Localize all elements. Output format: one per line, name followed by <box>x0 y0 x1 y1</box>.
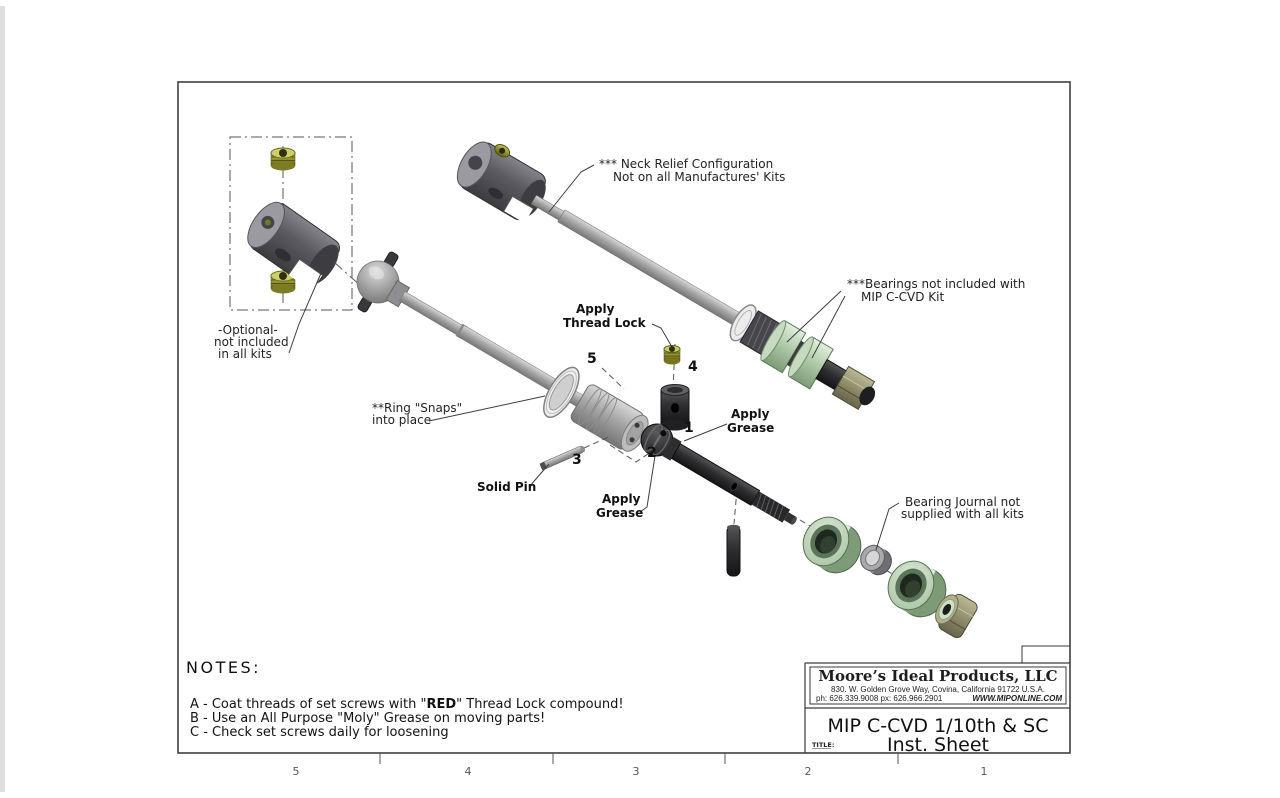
callout-ring-snaps-line2: into place <box>372 413 432 427</box>
company-name: Moore’s Ideal Products, LLC <box>818 667 1058 685</box>
rear-bearing-stack <box>794 509 979 640</box>
roll-pin-illustration <box>727 525 740 576</box>
callout-grease-right-line2: Grease <box>727 421 775 435</box>
company-address: 830. W. Golden Grove Way, Covina, California 91722 U.S.A. <box>831 685 1045 694</box>
ruler-number-2: 2 <box>804 765 812 778</box>
part-label-2: 2 <box>647 445 657 461</box>
note-b: B - Use an All Purpose "Moly" Grease on moving parts! <box>190 711 546 726</box>
part-label-4: 4 <box>688 359 698 375</box>
notes-block <box>186 658 624 740</box>
part-label-5: 5 <box>587 351 597 367</box>
callout-optional-line3: in all kits <box>218 347 272 361</box>
ruler-number-5: 5 <box>292 765 300 778</box>
sheet-title-line2: Inst. Sheet <box>886 734 990 756</box>
company-phone: ph: 626.339.9008 px: 626.966.2901 <box>816 694 943 703</box>
note-a: A - Coat threads of set screws with "RED" Thread Lock compound! <box>190 697 624 712</box>
callout-bearings-line2: MIP C-CVD Kit <box>861 290 945 304</box>
callout-journal-line2: supplied with all kits <box>901 507 1024 521</box>
part-label-1: 1 <box>684 420 694 436</box>
set-screw-top-illustration <box>271 148 295 171</box>
ruler-ticks <box>380 753 898 764</box>
company-website: WWW.MIPONLINE.COM <box>972 694 1062 703</box>
sheet-title-line1: MIP C-CVD 1/10th & SC <box>827 715 1049 737</box>
notes-heading: NOTES: <box>186 658 261 677</box>
bearing-journal-illustration <box>856 541 896 579</box>
callout-optional-line1: -Optional- <box>218 323 278 337</box>
callout-thread-lock-line2: Thread Lock <box>563 316 646 330</box>
middle-driveshaft-illustration <box>343 243 660 467</box>
callout-optional-line2: not included <box>214 335 289 349</box>
ruler-number-4: 4 <box>464 765 472 778</box>
scan-edge-artifact <box>0 6 5 792</box>
callout-thread-lock-line1: Apply <box>576 302 615 316</box>
callout-grease-left-line1: Apply <box>602 492 641 506</box>
ruler-number-1: 1 <box>980 765 988 778</box>
callout-ring-snaps-line1: **Ring "Snaps" <box>372 401 463 415</box>
rear-bearing-1-illustration <box>794 509 869 582</box>
callout-neck-relief-line2: Not on all Manufactures' Kits <box>613 170 786 184</box>
callout-grease-right-line1: Apply <box>731 407 770 421</box>
callout-bearings-line1: ***Bearings not included with <box>847 277 1026 291</box>
title-block <box>805 646 1070 756</box>
callout-neck-relief-line1: *** Neck Relief Configuration <box>599 157 774 171</box>
note-c: C - Check set screws daily for loosening <box>190 725 449 740</box>
set-screw-4-illustration <box>664 346 680 365</box>
callout-texts <box>214 157 1025 521</box>
ruler-number-3: 3 <box>632 765 640 778</box>
optional-coupler-inset <box>230 137 362 310</box>
callout-grease-left-line2: Grease <box>596 506 644 520</box>
callout-journal-line1: Bearing Journal not <box>905 495 1021 509</box>
title-label: TITLE: <box>812 741 835 749</box>
part-label-3: 3 <box>572 452 582 468</box>
stub-axle-illustration <box>635 418 804 535</box>
callout-solid-pin: Solid Pin <box>477 480 537 494</box>
